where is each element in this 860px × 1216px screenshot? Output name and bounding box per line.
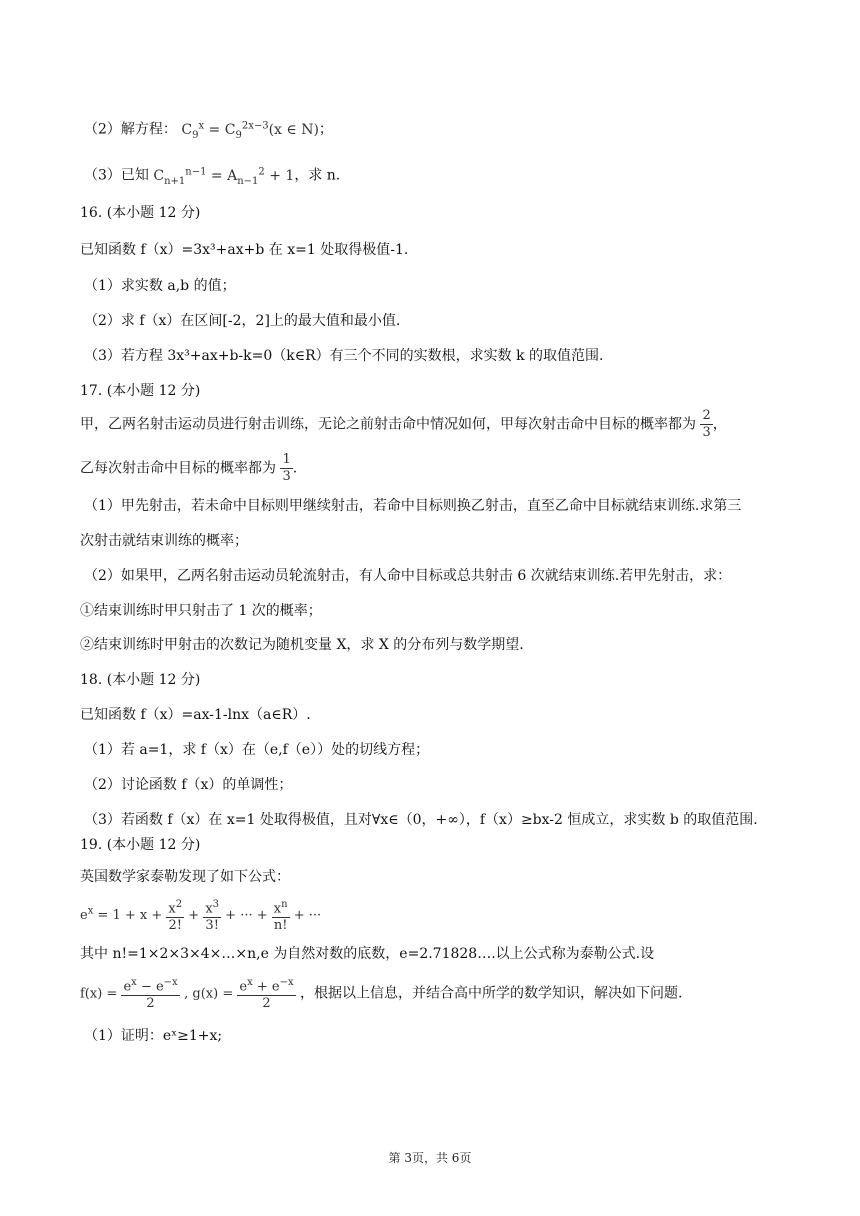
- q16-heading: 16. (本小题 12 分): [80, 205, 201, 221]
- q15-part3: [84, 162, 340, 191]
- page-footer: 第 3页，共 6页: [388, 1151, 472, 1165]
- q19-part1: （1）证明：eˣ≥1+x;: [84, 1028, 223, 1044]
- combination-equation: $C_9^x = C_9^{2x-3}(x$ ∈ N): [181, 120, 319, 141]
- taylor-formula: $e^x = 1 + x$ + $\frac{x^2}{2!}$ + $\frac{x^3}{3!}$ + ··· + $\frac{x^n}{n!}$ + ···: [80, 899, 322, 934]
- q18-part1: （1）若 a=1，求 f（x）在（e,f（e））处的切线方程；: [84, 742, 430, 758]
- q19-note: 其中 n!=1×2×3×4×…×n,e 为自然对数的底数，e=2.71828….以上公式称为泰勒公式.设: [80, 946, 655, 962]
- q17-stem-line2: 乙每次射击命中目标的概率都为 $\frac{1}{3}$ .: [80, 452, 298, 484]
- q19-definitions: f(x) = $\frac{e^x - e^{-x}}{2}$ , g(x) = $\frac{e^x + e^{-x}}{2}$ ，根据以上信息，并结合高中所学的数学知识，解决如下问题.: [80, 977, 683, 1012]
- q15-part3-tail: ，求 n.: [294, 167, 341, 184]
- q16-part1: （1）求实数 a,b 的值；: [84, 278, 236, 294]
- q16-stem: 已知函数 f（x）=3x³+ax+b 在 x=1 处取得极值-1.: [80, 242, 409, 258]
- q18-part3: （3）若函数 f（x）在 x=1 处取得极值，且对∀x∈（0，+∞），f（x）≥bx-2 恒成立，求实数 b 的取值范围.: [84, 812, 758, 828]
- frac-num: 2: [702, 408, 711, 423]
- q17-part1-b: 次射击就结束训练的概率；: [80, 533, 248, 549]
- fraction-one-third: [280, 452, 292, 485]
- q17-stem-line1: 甲，乙两名射击运动员进行射击训练，无论之前射击命中情况如何，甲每次射击命中目标的概率都为 $\frac{2}{3}$ ，: [80, 408, 727, 440]
- q17-part2: （2）如果甲，乙两名射击运动员轮流射击，有人命中目标或总共射击 6 次就结束训练.若甲先射击，求：: [84, 568, 732, 584]
- q17-part2-i: ①结束训练时甲只射击了 1 次的概率；: [80, 603, 322, 619]
- q18-heading: 18. (本小题 12 分): [80, 672, 201, 688]
- q18-part2: （2）讨论函数 f（x）的单调性；: [84, 777, 293, 793]
- q19-stem: 英国数学家泰勒发现了如下公式：: [80, 869, 290, 885]
- q15-part3-label: （3）已知: [84, 167, 149, 184]
- frac-num: 1: [282, 452, 291, 467]
- q17-heading: 17. (本小题 12 分): [80, 383, 201, 399]
- q19-heading: 19. (本小题 12 分): [80, 837, 201, 853]
- frac-den: 3: [702, 425, 711, 440]
- q17-stem-a: 甲，乙两名射击运动员进行射击训练，无论之前射击命中情况如何，甲每次射击命中目标的概率都为: [80, 416, 696, 433]
- q17-part1-a: （1）甲先射击，若未命中目标则甲继续射击，若命中目标则换乙射击，直至乙命中目标就结束训练.求第三: [84, 498, 742, 514]
- fraction-two-thirds: [700, 408, 712, 441]
- q17-stem-b: 乙每次射击命中目标的概率都为: [80, 460, 276, 477]
- q17-part2-ii: ②结束训练时甲射击的次数记为随机变量 X，求 X 的分布列与数学期望.: [80, 637, 524, 653]
- q18-stem: 已知函数 f（x）=ax-1-lnx（a∈R）.: [80, 707, 311, 723]
- q16-part3: （3）若方程 3x³+ax+b-k=0（k∈R）有三个不同的实数根，求实数 k 的取值范围.: [84, 348, 604, 364]
- q16-part2: （2）求 f（x）在区间[-2，2]上的最大值和最小值.: [84, 313, 401, 329]
- q15-part2: （2）解方程： $C_9^x = C_9^{2x-3}(x$ ∈ N)；: [84, 120, 333, 141]
- q19-definitions-tail: ，根据以上信息，并结合高中所学的数学知识，解决如下问题.: [300, 985, 683, 1002]
- combination-arrangement-equation: $C_{n+1}^{n-1} = A_{n-1}^2 + 1$: [153, 166, 295, 187]
- q15-part2-label: （2）解方程：: [84, 121, 177, 138]
- frac-den: 3: [282, 469, 291, 484]
